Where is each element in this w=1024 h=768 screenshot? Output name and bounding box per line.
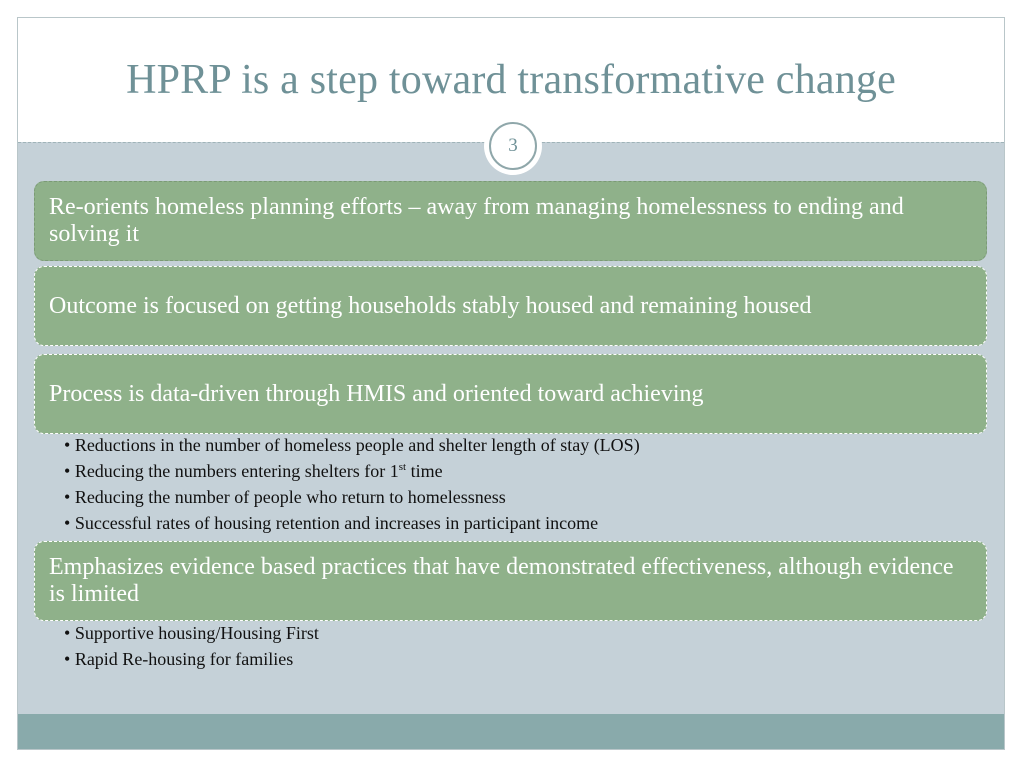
bullet-item xyxy=(64,484,640,510)
bullet-item xyxy=(64,620,319,646)
point-box-outcome xyxy=(34,266,987,346)
slide xyxy=(17,17,1005,750)
slide-number: 3 xyxy=(489,122,537,170)
point-box-reorients xyxy=(34,181,987,261)
bullet-text: time xyxy=(406,461,443,481)
ordinal-suffix: st xyxy=(398,461,407,473)
point-text: Process is data-driven through HMIS and oriented toward achieving xyxy=(49,380,704,407)
footer-bar xyxy=(18,714,1004,749)
bullet-item xyxy=(64,432,640,458)
bullet-text: Reductions in the number of homeless people and shelter length of stay (LOS) xyxy=(74,435,640,455)
point-text: Emphasizes evidence based practices that have demonstrated effectiveness, although evidence is limited xyxy=(49,554,954,607)
bullet-text: Supportive housing/Housing First xyxy=(74,623,319,643)
bullet-item xyxy=(64,458,640,484)
bullet-item xyxy=(64,510,640,536)
evidence-bullet-list xyxy=(64,620,319,672)
bullet-text: Successful rates of housing retention and increases in participant income xyxy=(74,513,599,533)
process-bullet-list xyxy=(64,432,640,536)
point-text: Outcome is focused on getting households stably housed and remaining housed xyxy=(49,292,812,319)
bullet-item xyxy=(64,646,319,672)
bullet-text: Reducing the numbers entering shelters for 1 xyxy=(74,461,399,481)
slide-title: HPRP is a step toward transformative change xyxy=(126,57,896,103)
point-box-evidence xyxy=(34,541,987,621)
point-box-process xyxy=(34,354,987,434)
bullet-text: Reducing the number of people who return to homelessness xyxy=(74,487,506,507)
bullet-text: Rapid Re-housing for families xyxy=(74,649,294,669)
slide-number-badge xyxy=(484,117,542,175)
point-text: Re-orients homeless planning efforts – away from managing homelessness to ending and solving it xyxy=(49,194,904,247)
